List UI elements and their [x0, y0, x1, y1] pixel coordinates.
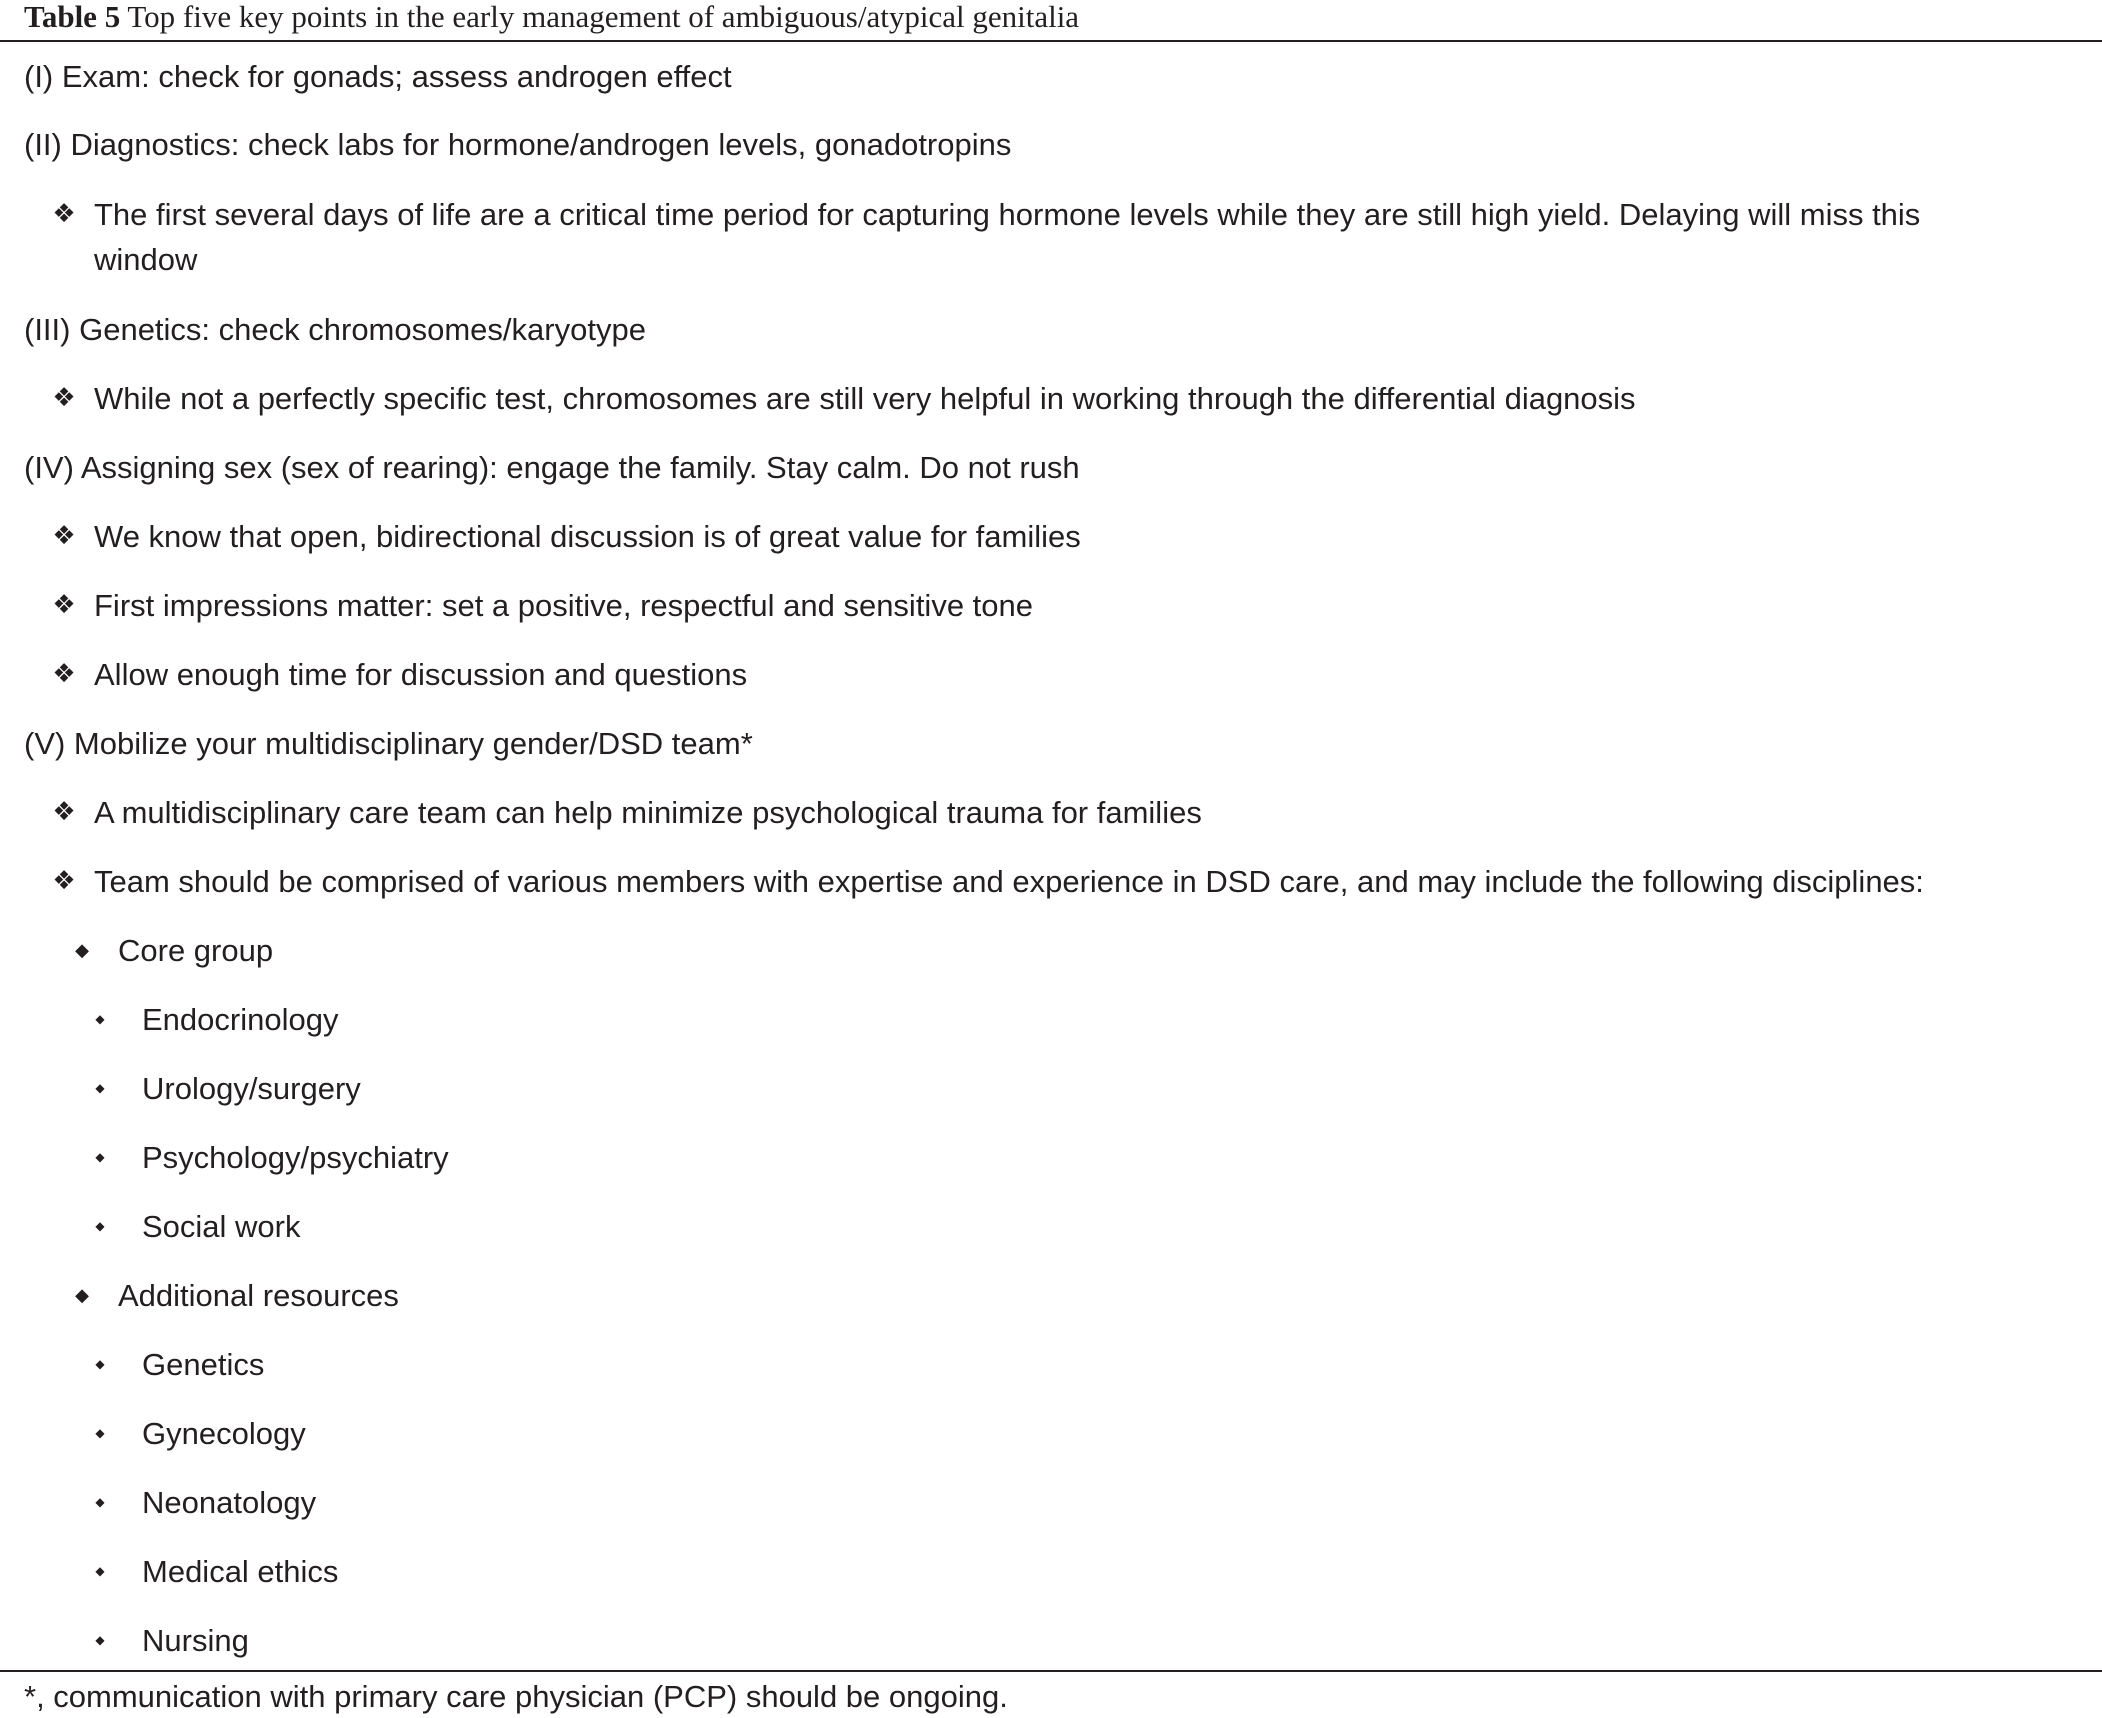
bullet-text-line-2: window	[94, 242, 198, 277]
additional-resources-label: Additional resources	[118, 1278, 399, 1313]
table-title: Top five key points in the early management of ambiguous/atypical genitalia	[127, 0, 1080, 34]
core-group-item-label: Urology/surgery	[142, 1071, 361, 1106]
core-group-label: Core group	[118, 933, 274, 968]
table-label: Table 5	[24, 0, 121, 34]
additional-resources-item-label: Neonatology	[142, 1485, 317, 1520]
additional-resources-item-label: Gynecology	[142, 1416, 306, 1451]
small-diamond-bullet-icon: ◆	[95, 1426, 105, 1440]
section-4: (IV) Assigning sex (sex of rearing): engage the family. Stay calm. Do not rush	[24, 450, 1080, 485]
small-diamond-bullet-icon: ◆	[95, 1564, 105, 1578]
bottom-rule	[0, 1670, 2102, 1672]
bullet-text: Team should be comprised of various members with expertise and experience in DSD care, and may include the following disciplines:	[94, 864, 1924, 899]
table-footnote: *, communication with primary care physician (PCP) should be ongoing.	[24, 1679, 1008, 1714]
additional-resources-item-label: Nursing	[142, 1623, 249, 1658]
bullet-text-line-1: The first several days of life are a critical time period for capturing hormone levels while they are still high yield. Delaying will miss this	[94, 197, 1921, 232]
diamond-cluster-bullet-icon: ❖	[52, 659, 76, 689]
diamond-cluster-bullet-icon: ❖	[52, 383, 76, 413]
bullet-text: First impressions matter: set a positive, respectful and sensitive tone	[94, 588, 1034, 623]
additional-resources-item-label: Medical ethics	[142, 1554, 339, 1589]
diamond-cluster-bullet-icon: ❖	[52, 590, 76, 620]
diamond-bullet-icon: ◆	[75, 940, 89, 961]
small-diamond-bullet-icon: ◆	[95, 1357, 105, 1371]
core-group-item-label: Psychology/psychiatry	[142, 1140, 449, 1175]
small-diamond-bullet-icon: ◆	[95, 1012, 105, 1026]
bullet-text: While not a perfectly specific test, chromosomes are still very helpful in working through the differential diagnosis	[94, 381, 1636, 416]
diamond-bullet-icon: ◆	[75, 1285, 89, 1306]
core-group-item-label: Social work	[142, 1209, 301, 1244]
diamond-cluster-bullet-icon: ❖	[52, 797, 76, 827]
additional-resources-item-label: Genetics	[142, 1347, 265, 1382]
bullet-text: We know that open, bidirectional discussion is of great value for families	[94, 519, 1081, 554]
small-diamond-bullet-icon: ◆	[95, 1633, 105, 1647]
diamond-cluster-bullet-icon: ❖	[52, 199, 76, 229]
bullet-text: Allow enough time for discussion and questions	[94, 657, 748, 692]
section-2: (II) Diagnostics: check labs for hormone/androgen levels, gonadotropins	[24, 127, 1012, 162]
diamond-cluster-bullet-icon: ❖	[52, 866, 76, 896]
section-1: (I) Exam: check for gonads; assess androgen effect	[24, 59, 732, 94]
small-diamond-bullet-icon: ◆	[95, 1081, 105, 1095]
core-group-item-label: Endocrinology	[142, 1002, 339, 1037]
table-caption	[24, 0, 1079, 38]
small-diamond-bullet-icon: ◆	[95, 1150, 105, 1164]
section-3: (III) Genetics: check chromosomes/karyotype	[24, 312, 646, 347]
top-rule	[0, 40, 2102, 42]
diamond-cluster-bullet-icon: ❖	[52, 521, 76, 551]
small-diamond-bullet-icon: ◆	[95, 1495, 105, 1509]
bullet-text: A multidisciplinary care team can help minimize psychological trauma for families	[94, 795, 1202, 830]
section-5: (V) Mobilize your multidisciplinary gender/DSD team*	[24, 726, 753, 761]
small-diamond-bullet-icon: ◆	[95, 1219, 105, 1233]
